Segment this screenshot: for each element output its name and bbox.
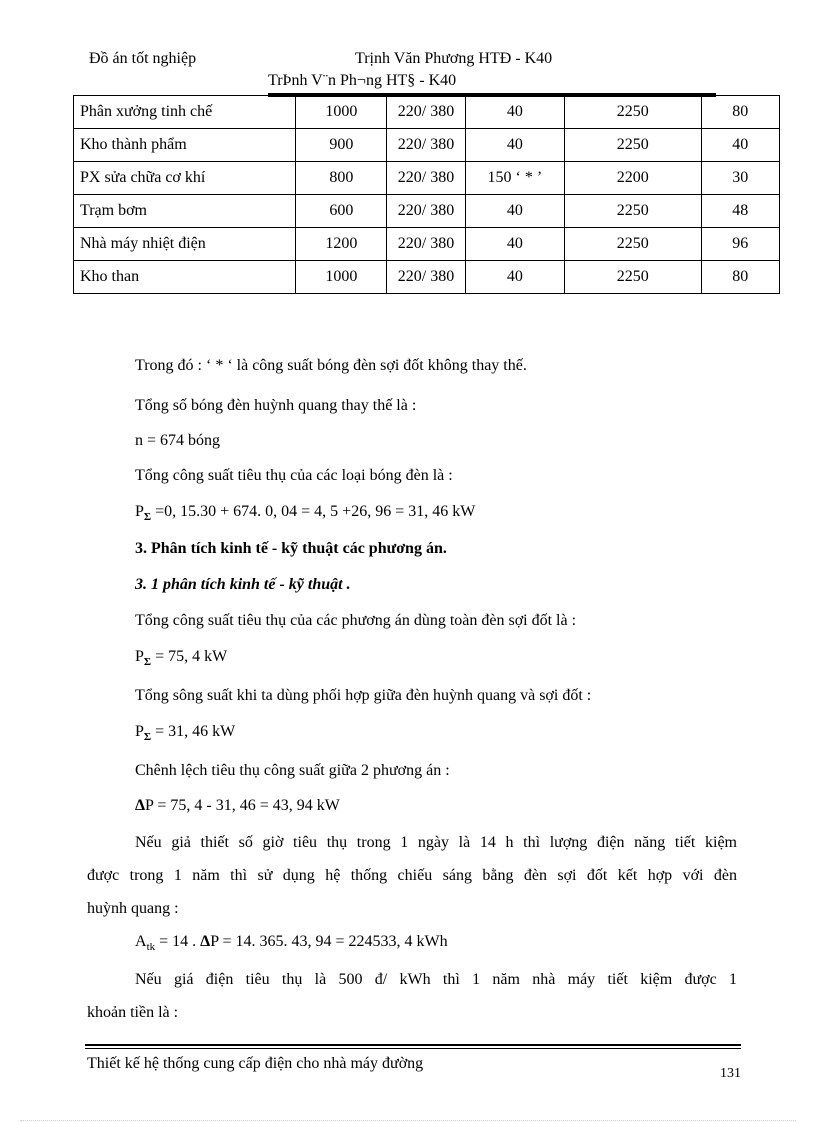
table-cell: 40 [465,261,564,294]
table-cell: 1000 [296,261,387,294]
formula-symbol: P [135,723,144,740]
table-row [74,261,780,294]
table-cell: 2250 [565,261,702,294]
text-line: Tổng công suất tiêu thụ của các loại bóng đèn là : [135,467,453,484]
table-cell: 220/ 380 [387,129,466,162]
page-number: 131 [720,1066,741,1081]
text-line: Tổng công suất tiêu thụ của các phương án dùng toàn đèn sợi đốt là : [135,612,577,629]
footer-title: Thiết kế hệ thống cung cấp điện cho nhà máy đường [87,1055,424,1072]
table-cell-name: Nhà máy nhiệt điện [74,228,296,261]
table-cell: 40 [465,129,564,162]
table-row [74,228,780,261]
header-author-garbled: TrÞnh V¨n Ph¬ng HT§ - K40 [268,72,457,89]
paragraph [87,826,737,925]
lighting-table [73,95,780,294]
table-cell: 1200 [296,228,387,261]
table-cell-name: Kho thành phẩm [74,129,296,162]
paragraph-line: khoản tiền là : [87,1004,179,1021]
footer-rule-thin [85,1048,741,1049]
table-cell: 96 [701,228,779,261]
table-row [74,162,780,195]
table-cell: 220/ 380 [387,162,466,195]
formula-line [135,723,235,741]
paragraph [87,963,737,1029]
table-cell: 48 [701,195,779,228]
formula-line [135,648,227,666]
table-cell-name: Phân xưởng tinh chế [74,96,296,129]
text-line: n = 674 bóng [135,432,221,449]
table-cell: 800 [296,162,387,195]
formula-subscript: Σ [143,511,152,523]
header-left: Đồ án tốt nghiệp [89,50,197,67]
table-cell: 2200 [565,162,702,195]
formula-body: P = 75, 4 - 31, 46 = 43, 94 kW [145,797,340,814]
table-cell: 40 [465,195,564,228]
formula-line [135,797,340,815]
table-cell: 220/ 380 [387,96,466,129]
note-line: Trong đó : ‘ * ‘ là công suất bóng đèn sợi đốt không thay thế. [135,357,527,374]
delta-symbol: Δ [135,797,146,814]
table-cell: 30 [701,162,779,195]
table-cell: 900 [296,129,387,162]
table-cell: 80 [701,261,779,294]
table-row [74,96,780,129]
formula-symbol: P [135,648,144,665]
formula-body: = 14 . [155,933,201,950]
table-cell: 40 [465,96,564,129]
table-cell: 80 [701,96,779,129]
footer-rule [85,1044,741,1046]
table-cell-name: Trạm bơm [74,195,296,228]
paragraph-line: Nếu giá điện tiêu thụ là 500 đ/ kWh thì 1 năm nhà máy tiết kiệm được 1 [135,971,737,988]
text-line: Tổng sông suất khi ta dùng phối hợp giữa đèn huỳnh quang và sợi đốt : [135,687,592,704]
paragraph-line: Nếu giả thiết số giờ tiêu thụ trong 1 ngày là 14 h thì lượng điện năng tiết kiệm [135,834,737,851]
table-cell: 2250 [565,129,702,162]
section-heading: 3. Phân tích kinh tế - kỹ thuật các phương án. [135,540,447,557]
text-line: Tổng số bóng đèn huỳnh quang thay thế là : [135,397,417,414]
delta-symbol: Δ [200,933,211,950]
formula-body: =0, 15.30 + 674. 0, 04 = 4, 5 +26, 96 = 31, 46 kW [151,503,476,520]
table-row [74,195,780,228]
formula-symbol: P [135,503,144,520]
formula-body: = 31, 46 kW [151,723,236,740]
formula-body: = 75, 4 kW [151,648,228,665]
table-cell: 220/ 380 [387,261,466,294]
text-line: Chênh lệch tiêu thụ công suất giữa 2 phương án : [135,762,450,779]
subsection-heading: 3. 1 phân tích kinh tế - kỹ thuật . [135,576,351,593]
table-cell-name: PX sửa chữa cơ khí [74,162,296,195]
formula-line [135,933,448,951]
paragraph-line: huỳnh quang : [87,900,179,917]
header-author: Trịnh Văn Phương HTĐ - K40 [355,50,553,67]
table-cell: 220/ 380 [387,228,466,261]
formula-subscript: Σ [143,731,152,743]
table-cell: 600 [296,195,387,228]
formula-symbol: A [135,933,147,950]
page-edge [20,1120,796,1121]
formula-subscript: Σ [143,656,152,668]
formula-body: P = 14. 365. 43, 94 = 224533, 4 kWh [210,933,448,950]
table-cell: 40 [701,129,779,162]
table-cell-name: Kho than [74,261,296,294]
table-cell: 150 ‘ * ’ [465,162,564,195]
table-cell: 2250 [565,195,702,228]
paragraph-line: được trong 1 năm thì sử dụng hệ thống chiếu sáng bằng đèn sợi đốt kết hợp với đèn [87,867,737,884]
table-cell: 2250 [565,96,702,129]
table-cell: 2250 [565,228,702,261]
formula-subscript: tk [146,941,156,953]
formula-line [135,503,475,521]
table-cell: 40 [465,228,564,261]
table-row [74,129,780,162]
table-cell: 220/ 380 [387,195,466,228]
table-cell: 1000 [296,96,387,129]
